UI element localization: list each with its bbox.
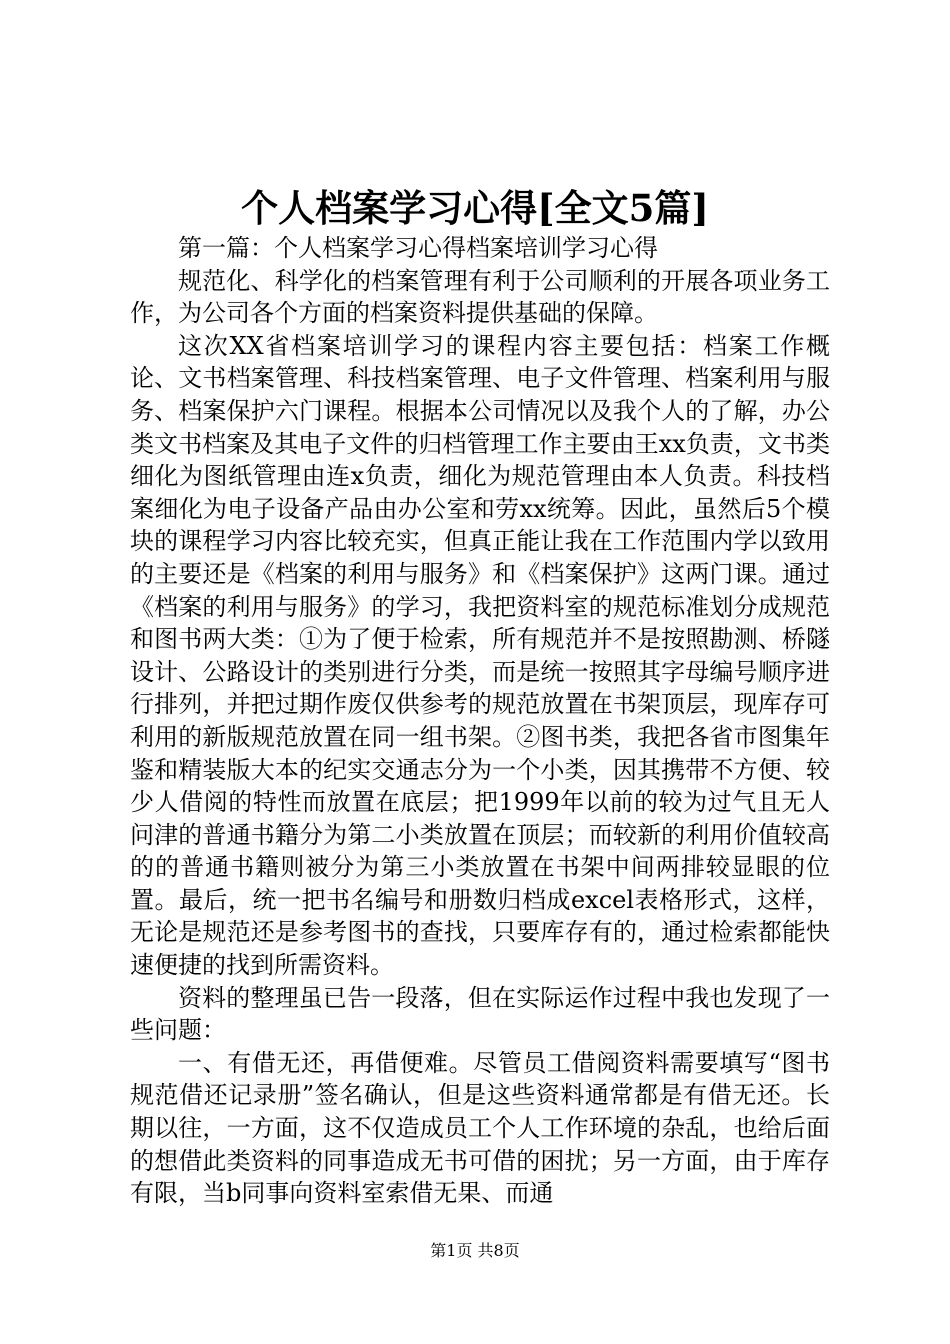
page-footer: 第1页 共8页	[430, 1241, 520, 1260]
section-heading: 第一篇：个人档案学习心得档案培训学习心得	[178, 234, 658, 262]
paragraph: 这次XX省档案培训学习的课程内容主要包括：档案工作概论、文书档案管理、科技档案管理、电子文件管理、档案利用与服务、档案保护六门课程。根据本公司情况以及我个人的了解，办公类文书档案及其电子文件的归档管理工作主要由王xx负责，文书类细化为图纸管理由连x负责，细化为规范管理由本人负责。科技档案细化为电子设备产品由办公室和劳xx统筹。因此，虽然后5个模块的课程学习内容比较充实，但真正能让我在工作范围内学以致用的主要还是《档案的利用与服务》和《档案保护》这两门课。通过《档案的利用与服务》的学习，我把资料室的规范标准划分成规范和图书两大类：①为了便于检索，所有规范并不是按照勘测、桥隧设计、公路设计的类别进行分类，而是统一按照其字母编号顺序进行排列，并把过期作废仅供参考的规范放置在书架顶层，现库存可利用的新版规范放置在同一组书架。②图书类，我把各省市图集年鉴和精装版大本的纪实交通志分为一个小类，因其携带不方便、较少人借阅的特性而放置在底层；把1999年以前的较为过气且无人问津的普通书籍分为第二小类放置在顶层；而较新的利用价值较高的的普通书籍则被分为第三小类放置在书架中间两排较显眼的位置。最后，统一把书名编号和册数归档成excel表格形式，这样，无论是规范还是参考图书的查找，只要库存有的，通过检索都能快速便捷的找到所需资料。	[130, 331, 830, 980]
document-body	[130, 232, 830, 1210]
paragraph: 一、有借无还，再借便难。尽管员工借阅资料需要填写“图书规范借还记录册”签名确认，但是这些资料通常都是有借无还。长期以往，一方面，这不仅造成员工个人工作环境的杂乱，也给后面的想借此类资料的同事造成无书可借的困扰；另一方面，由于库存有限，当b同事向资料室索借无果、而通	[130, 1048, 830, 1208]
document-title: 个人档案学习心得[全文5篇]	[241, 186, 709, 230]
paragraph: 规范化、科学化的档案管理有利于公司顺利的开展各项业务工作，为公司各个方面的档案资料提供基础的保障。	[130, 266, 830, 328]
paragraph: 资料的整理虽已告一段落，但在实际运作过程中我也发现了一些问题：	[130, 983, 830, 1045]
